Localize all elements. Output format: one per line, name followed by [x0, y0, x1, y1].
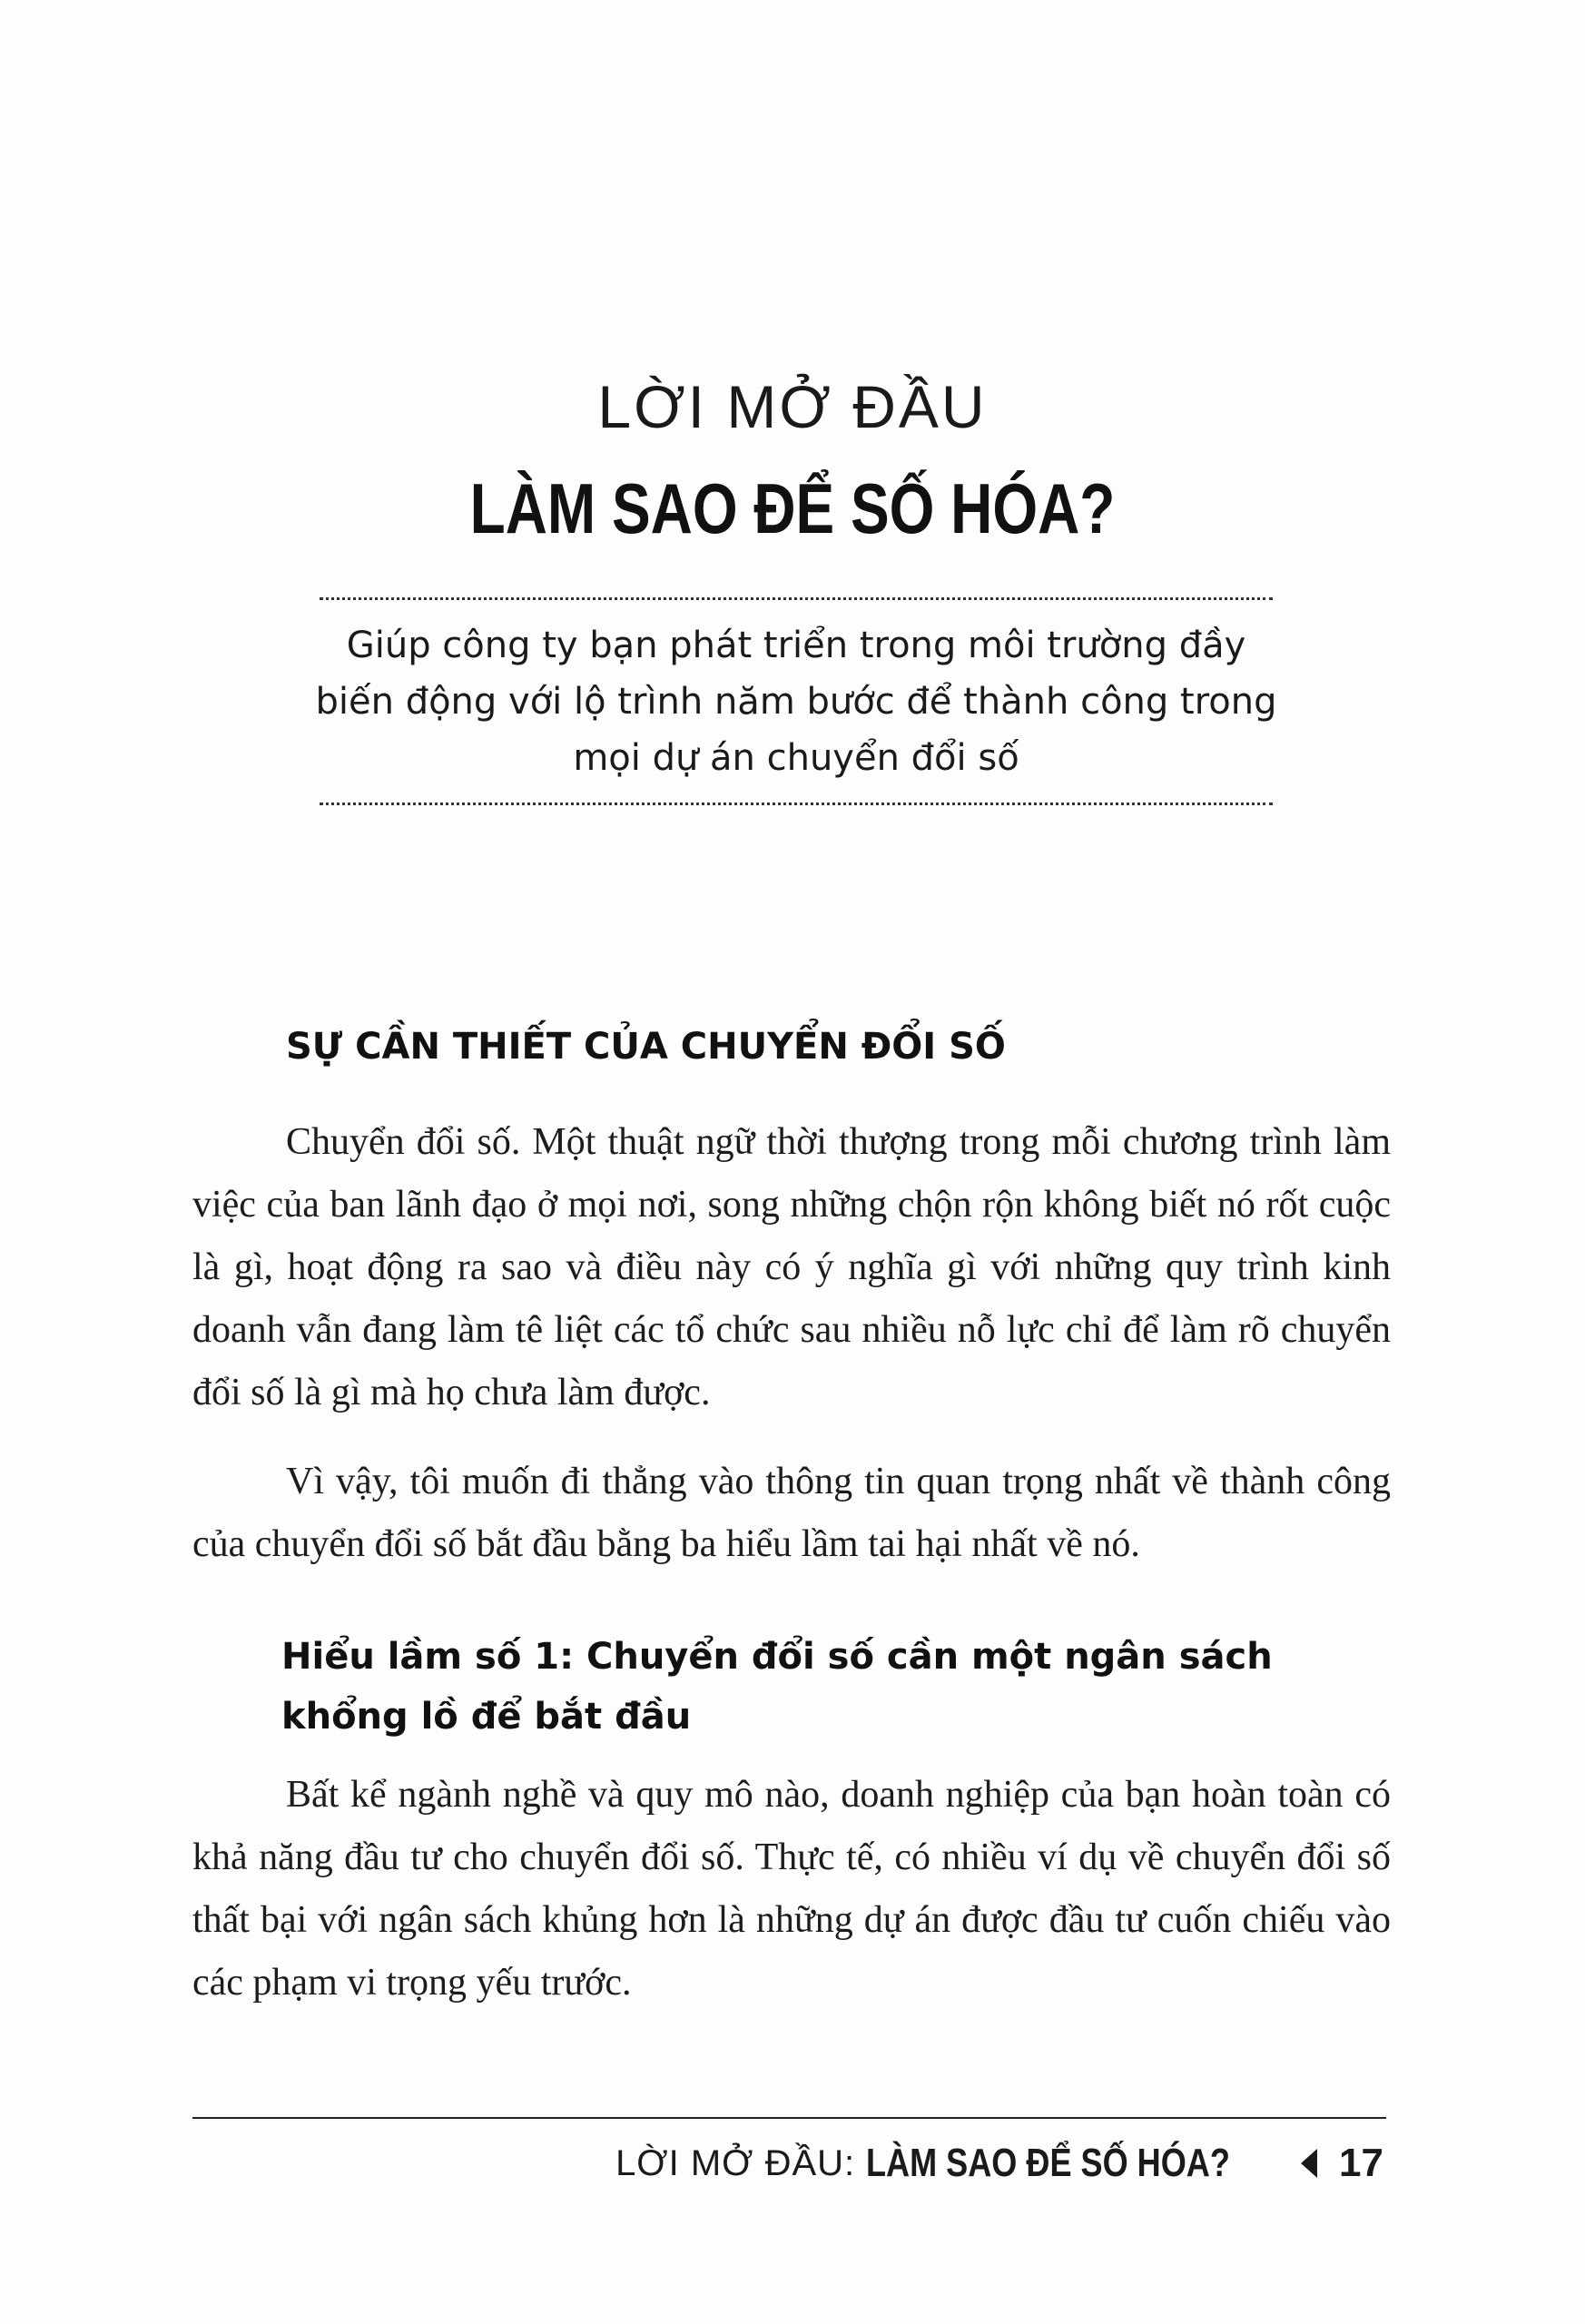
triangle-left-icon [1301, 2149, 1317, 2178]
body-paragraph-1: Chuyển đổi số. Một thuật ngữ thời thượng trong mỗi chương trình làm việc của ban lãnh đạo ở mọi nơi, song những chộn rộn không biết nó rốt cuộc là gì, hoạt động ra sao và điều này có ý nghĩa gì với những quy trình kinh doanh vẫn đang làm tê liệt các tổ chức sau nhiều nỗ lực chỉ để làm rõ chuyển đổi số là gì mà họ chưa làm được. [192, 1121, 1391, 1413]
dotted-divider-bottom [320, 803, 1273, 805]
page-number: 17 [1339, 2141, 1383, 2185]
footer-rule [192, 2117, 1386, 2119]
section-heading: SỰ CẦN THIẾT CỦA CHUYỂN ĐỔI SỐ [286, 1026, 1006, 1068]
running-footer [615, 2141, 1383, 2186]
misconception-paragraph: Bất kể ngành nghề và quy mô nào, doanh nghiệp của bạn hoàn toàn có khả năng đầu tư cho chuyển đổi số. Thực tế, có nhiều ví dụ về chuyển đổi số thất bại với ngân sách khủng hơn là những dự án được đầu tư cuốn chiếu vào các phạm vi trọng yếu trước. [192, 1774, 1391, 2004]
body-paragraph-2: Vì vậy, tôi muốn đi thẳng vào thông tin quan trọng nhất về thành công của chuyển đổi số bắt đầu bằng ba hiểu lầm tai hại nhất về nó. [192, 1461, 1391, 1565]
chapter-label: LỜI MỞ ĐẦU [597, 373, 988, 440]
footer-label: LỜI MỞ ĐẦU: [615, 2142, 856, 2183]
chapter-subtitle: Giúp công ty bạn phát triển trong môi trường đầy biến động với lộ trình năm bước để thành công trong mọi dự án chuyển đổi số [315, 625, 1277, 779]
chapter-title: LÀM SAO ĐỂ SỐ HÓA? [469, 468, 1116, 548]
misconception-heading: Hiểu lầm số 1: Chuyển đổi số cần một ngân sách khổng lồ để bắt đầu [281, 1636, 1273, 1738]
dotted-divider-top [320, 597, 1273, 600]
footer-title: LÀM SAO ĐỂ SỐ HÓA? [866, 2141, 1231, 2185]
